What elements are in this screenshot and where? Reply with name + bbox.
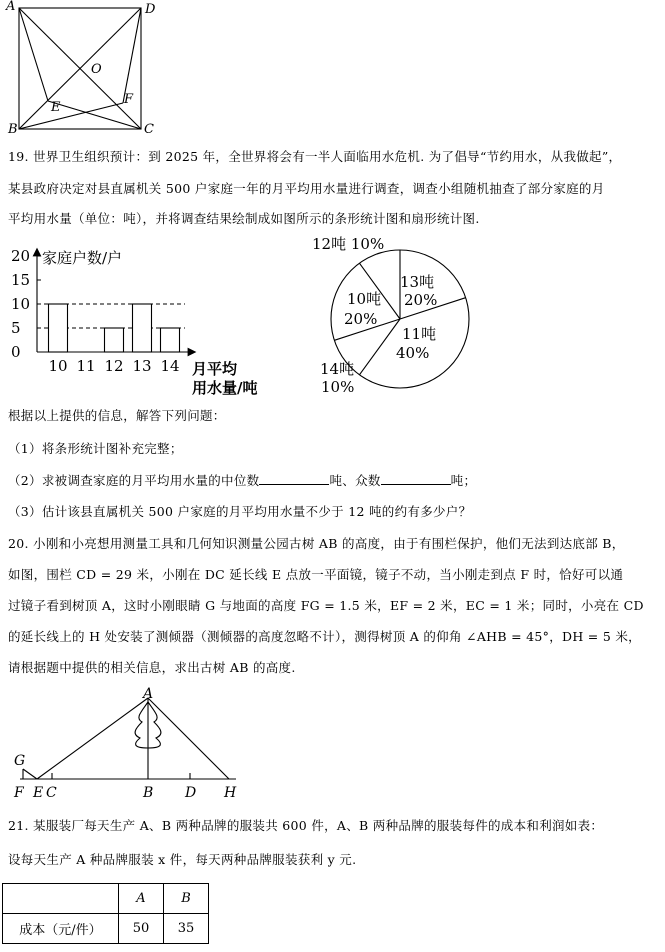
table-header-cell: A (119, 884, 164, 914)
pie-label-10-name: 10吨 (347, 290, 382, 308)
square-figure (0, 0, 170, 140)
bar-13 (133, 304, 152, 352)
mode-blank[interactable] (381, 472, 451, 485)
pie-label-13-name: 13吨 (400, 273, 435, 291)
q20-line-5: 请根据题中提供的相关信息，求出古树 AB 的高度. (8, 660, 296, 675)
tree-figure (0, 686, 250, 806)
table-header-row (3, 884, 209, 914)
pie-label-14-name: 14吨 (320, 360, 355, 378)
label-c: C (144, 122, 154, 137)
segment-fd (123, 8, 141, 103)
fig-label-f: F (14, 785, 24, 801)
fig-label-c: C (46, 785, 57, 801)
label-f: F (124, 92, 134, 107)
x-tick-label: 12 (104, 357, 124, 375)
bar-14 (161, 328, 180, 352)
fig-label-a: A (143, 686, 154, 702)
q19-after: 根据以上提供的信息，解答下列问题： (8, 408, 226, 423)
table-row (3, 914, 209, 944)
q20-line-3: 过镜子看到树顶 A，这时小刚眼睛 G 与地面的高度 FG = 1.5 米，EF = 2 米，EC = 1 米；同时，小亮在 CD (8, 598, 644, 613)
table-cell: 50 (119, 914, 164, 944)
q21-line-1: 21. 某服装厂每天生产 A、B 两种品牌的服装共 600 件，A、B 两种品牌的服装每件的成本和利润如表： (8, 818, 604, 833)
q19-sub1: （1）将条形统计图补充完整； (8, 441, 183, 456)
q20-line-1: 20. 小刚和小亮想用测量工具和几何知识测量公园古树 AB 的高度，由于有围栏保护，他们无法到达底部 B， (8, 536, 625, 551)
fig-label-b: B (143, 785, 154, 801)
q19-line-1: 19. 世界卫生组织预计：到 2025 年，全世界将会有一半人面临用水危机. 为了倡导“节约用水，从我做起”， (8, 149, 622, 164)
x-tick-label: 14 (160, 357, 180, 375)
sight-ea (37, 698, 148, 779)
q19-line-2: 某县政府决定对县直属机关 500 户家庭一年的月平均用水量进行调查，调查小组随机抽查了部分家庭的月 (8, 181, 605, 196)
fig-label-e: E (33, 785, 44, 801)
x-tick-label: 13 (132, 357, 152, 375)
sight-ah (148, 698, 229, 779)
label-a: A (6, 0, 16, 14)
label-d: D (145, 2, 156, 17)
bar-10 (49, 304, 68, 352)
cost-table (2, 883, 209, 944)
table-cell: 成本（元/件） (3, 914, 119, 944)
label-b: B (8, 122, 18, 137)
pie-label-12: 12吨 10% (312, 235, 385, 253)
y-tick-label: 0 (11, 343, 21, 361)
bar-ylabel: 家庭户数/户 (42, 249, 123, 267)
pie-label-13-percent: 20% (404, 291, 438, 309)
x-tick-label: 11 (76, 357, 96, 375)
sight-ge (23, 769, 37, 779)
table-header-cell (3, 884, 119, 914)
bar-xlabel-1: 月平均 (192, 360, 238, 378)
q19-sub2: （2）求被调查家庭的月平均用水量的中位数 吨、众数 吨； (8, 473, 477, 488)
label-e: E (51, 100, 61, 115)
y-tick-label: 10 (11, 295, 31, 313)
fig-label-g: G (14, 753, 26, 769)
q21-line-2: 设每天生产 A 种品牌服装 x 件，每天两种品牌服装获利 y 元. (8, 852, 357, 867)
q19-sub3: （3）估计该县直属机关 500 户家庭的月平均用水量不少于 12 吨的约有多少户？ (8, 504, 472, 519)
bar-12 (105, 328, 124, 352)
median-blank[interactable] (259, 472, 329, 485)
x-tick-label: 10 (48, 357, 68, 375)
fig-label-h: H (224, 785, 237, 801)
bar-chart (0, 236, 300, 402)
table-header-cell: B (164, 884, 209, 914)
q19-line-3: 平均用水量（单位：吨），并将调查结果绘制成如图所示的条形统计图和扇形统计图. (8, 211, 480, 226)
label-o: O (91, 62, 102, 77)
segment-bf (19, 103, 123, 129)
pie-label-10-percent: 20% (344, 310, 378, 328)
y-tick-label: 20 (11, 247, 31, 265)
pie-chart (300, 234, 500, 400)
y-tick-label: 5 (11, 319, 21, 337)
table-cell: 35 (164, 914, 209, 944)
pie-label-11-name: 11吨 (402, 325, 437, 343)
q20-line-2: 如图，围栏 CD = 29 米，小刚在 DC 延长线 E 点放一平面镜，镜子不动，当小刚走到点 F 时，恰好可以通 (8, 567, 624, 582)
y-tick-label: 15 (11, 271, 31, 289)
bar-xlabel-2: 用水量/吨 (192, 379, 258, 397)
q20-line-4: 的延长线上的 H 处安装了测倾器（测倾器的高度忽略不计），测得树顶 A 的仰角 ∠AHB = 45°，DH = 5 米， (8, 629, 641, 644)
pie-label-14-percent: 10% (321, 378, 355, 396)
fig-label-d: D (185, 785, 197, 801)
pie-label-11-percent: 40% (396, 344, 430, 362)
